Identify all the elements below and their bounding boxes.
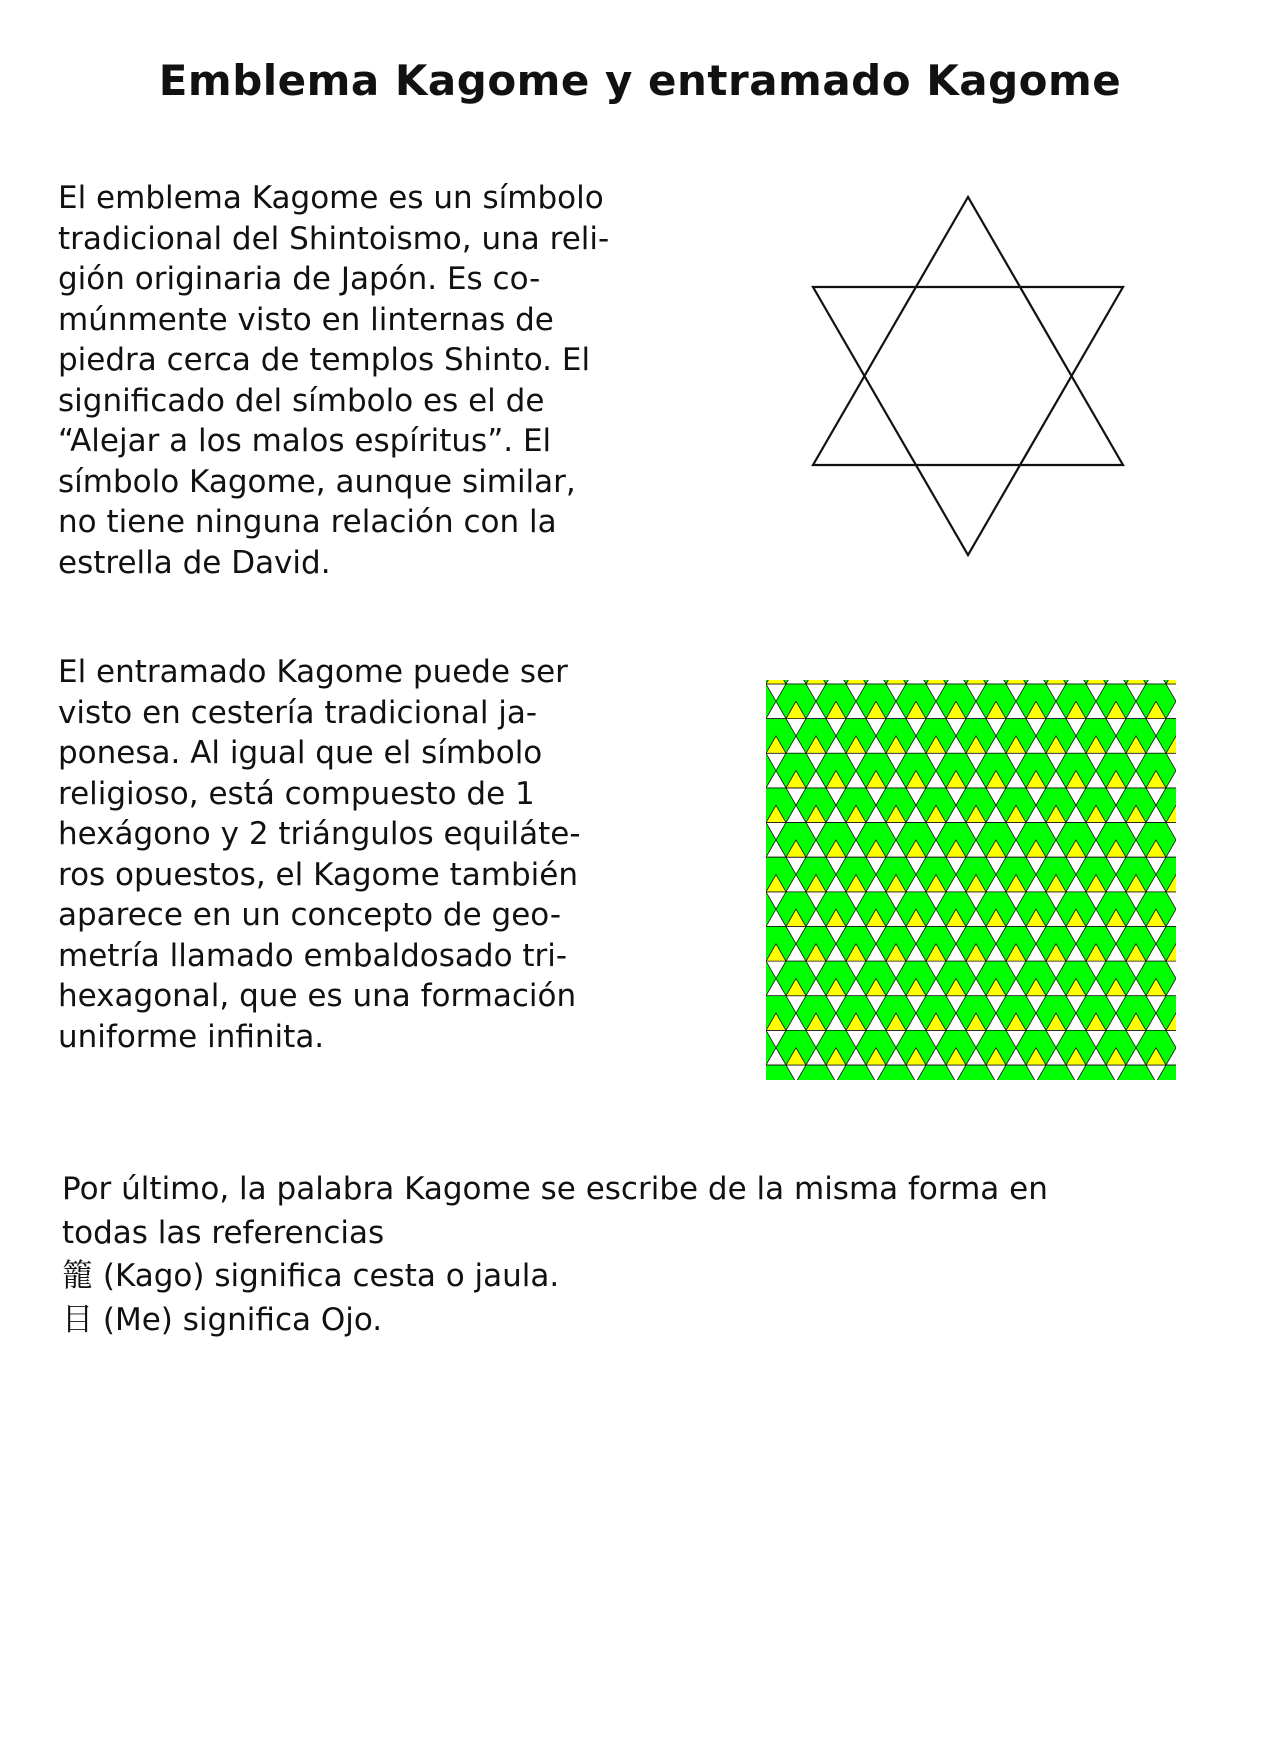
- lattice-triangle: [766, 680, 786, 684]
- text-line: religioso, está compuesto de 1: [58, 775, 535, 812]
- text-line: significado del símbolo es el de: [58, 382, 545, 419]
- lattice-hexagon: [876, 1065, 916, 1080]
- text-line: “Alejar a los malos espíritus”. El: [58, 423, 552, 459]
- text-line: estrella de David.: [58, 544, 331, 581]
- lattice-hexagon: [1156, 1065, 1176, 1080]
- lattice-hexagon: [766, 684, 776, 719]
- lattice-hexagon: [1036, 1065, 1076, 1080]
- text-line: no tiene ninguna relación con la: [58, 504, 557, 540]
- text-line: múnmente visto en linternas de: [58, 301, 554, 338]
- closing-paragraph: [62, 1168, 1048, 1342]
- lattice-hexagon: [1076, 1065, 1116, 1080]
- text-line: ponesa. Al igual que el símbolo: [58, 735, 543, 771]
- text-line: gión originaria de Japón. Es co-: [58, 261, 541, 297]
- text-line: El emblema Kagome es un símbolo: [58, 180, 604, 216]
- lattice-hexagon: [766, 892, 776, 927]
- hexagram-star-figure: [808, 193, 1128, 563]
- text-line: hexágono y 2 triángulos equiláte-: [58, 816, 581, 852]
- lattice-triangle: [1006, 680, 1026, 684]
- text-line: visto en cestería tradicional ja-: [58, 694, 538, 731]
- lattice-hexagon: [766, 1065, 796, 1080]
- upward-triangle: [813, 197, 1123, 465]
- kagome-lattice-figure: [766, 680, 1176, 1080]
- lattice-hexagon: [766, 823, 776, 858]
- lattice-triangle: [846, 680, 866, 684]
- text-line: ros opuestos, el Kagome también: [58, 856, 578, 893]
- lattice-triangle: [1086, 680, 1106, 684]
- lattice-triangle: [966, 680, 986, 684]
- text-line: piedra cerca de templos Shinto. El: [58, 342, 591, 378]
- kagome-lattice-paragraph: [58, 652, 581, 1057]
- lattice-triangle: [886, 680, 906, 684]
- lattice-hexagon: [766, 1030, 776, 1065]
- lattice-triangle: [1126, 680, 1146, 684]
- text-line: metría llamado embaldosado tri-: [58, 937, 568, 974]
- lattice-hexagon: [956, 1065, 996, 1080]
- page-title: Emblema Kagome y entramado Kagome: [158, 56, 1122, 105]
- text-line: hexagonal, que es una formación: [58, 978, 577, 1014]
- lattice-hexagon: [796, 1065, 836, 1080]
- me-meaning-line: 目 (Me) significa Ojo.: [62, 1301, 383, 1338]
- text-line: símbolo Kagome, aunque similar,: [58, 463, 576, 500]
- lattice-hexagon: [766, 961, 776, 996]
- text-line: tradicional del Shintoismo, una reli-: [58, 220, 610, 257]
- text-line: todas las referencias: [62, 1214, 385, 1251]
- kagome-emblem-paragraph: [58, 178, 609, 583]
- text-line: aparece en un concepto de geo-: [58, 897, 562, 933]
- kago-meaning-line: 籠 (Kago) significa cesta o jaula.: [62, 1258, 560, 1294]
- lattice-hexagon: [766, 753, 776, 788]
- downward-triangle: [813, 287, 1123, 555]
- text-line: uniforme infinita.: [58, 1018, 325, 1055]
- lattice-triangle: [1046, 680, 1066, 684]
- lattice-triangle: [806, 680, 826, 684]
- lattice-triangle: [926, 680, 946, 684]
- lattice-hexagon: [916, 1065, 956, 1080]
- text-line: El entramado Kagome puede ser: [58, 654, 568, 690]
- text-line: Por último, la palabra Kagome se escribe de la misma forma en: [62, 1171, 1048, 1207]
- lattice-hexagon: [996, 1065, 1036, 1080]
- lattice-hexagon: [1116, 1065, 1156, 1080]
- lattice-hexagon: [836, 1065, 876, 1080]
